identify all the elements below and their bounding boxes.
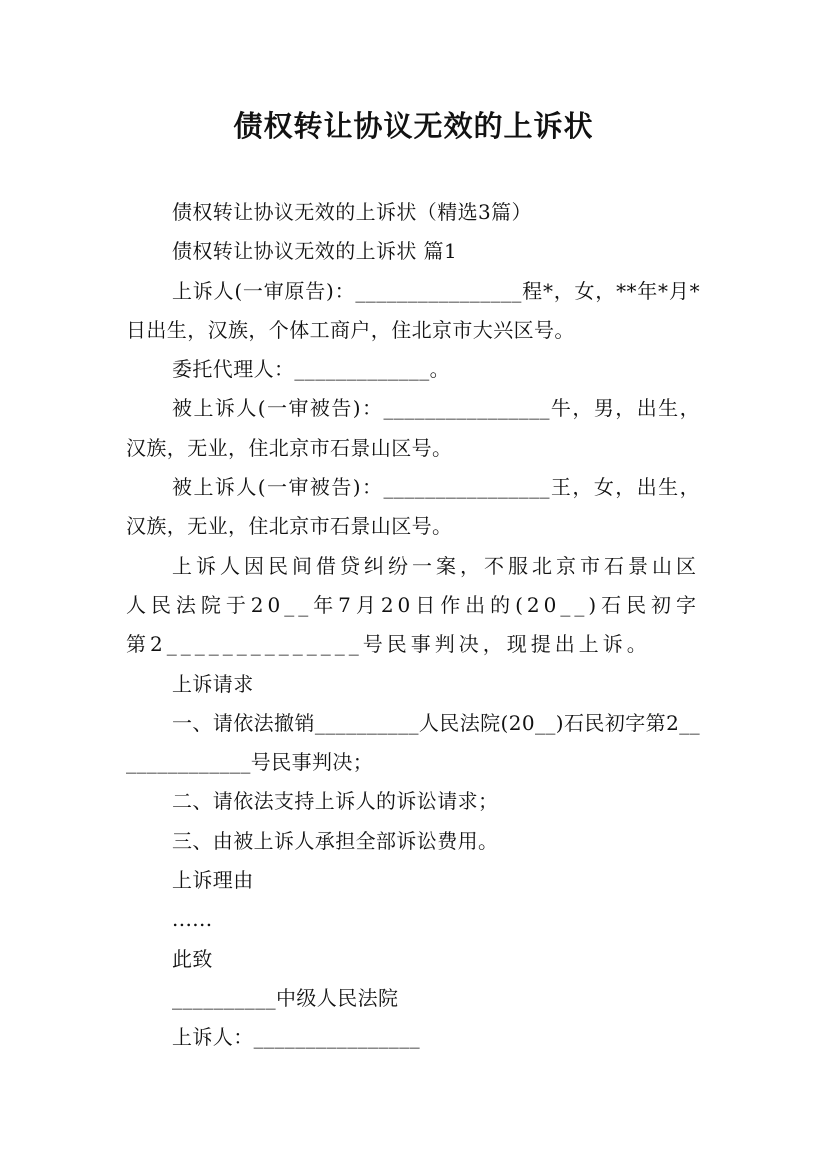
paragraph-court: __________中级人民法院 (172, 985, 399, 1010)
paragraph-reasons-heading: 上诉理由 (172, 868, 254, 893)
paragraph-request-3: 三、由被上诉人承担全部诉讼费用。 (172, 828, 499, 853)
paragraph-appellee-2: 被上诉人(一审被告)：________________王，女，出生，汉族，无业，住北京市石景山区号。 (126, 475, 700, 539)
document-title: 债权转让协议无效的上诉状 (233, 109, 594, 143)
paragraph-case-statement: 上诉人因民间借贷纠纷一案，不服北京市石景山区人民法院于20__年7月20日作出的(20__)石民初字第2______________号民事判决，现提出上诉。 (126, 553, 700, 657)
paragraph-ellipsis: ...... (172, 907, 213, 932)
paragraph-subtitle: 债权转让协议无效的上诉状（精选3篇） (172, 200, 532, 224)
paragraph-section-heading: 债权转让协议无效的上诉状 篇1 (172, 239, 458, 264)
paragraph-signature: 上诉人：________________ (172, 1025, 420, 1050)
paragraph-request-1: 一、请依法撤销__________人民法院(20__)石民初字第2______________号民事判决； (126, 710, 700, 775)
document-body (126, 193, 700, 1058)
paragraph-request-2: 二、请依法支持上诉人的诉讼请求； (172, 789, 499, 814)
paragraph-appellee-1: 被上诉人(一审被告)：________________牛，男，出生，汉族，无业，住北京市石景山区号。 (126, 396, 700, 460)
paragraph-agent: 委托代理人：_____________。 (172, 357, 450, 382)
paragraph-appellant: 上诉人(一审原告)：________________程*，女，**年*月*日出生，汉族，个体工商户，住北京市大兴区号。 (126, 278, 700, 342)
paragraph-salutation: 此致 (172, 946, 213, 971)
paragraph-requests-heading: 上诉请求 (172, 671, 254, 696)
